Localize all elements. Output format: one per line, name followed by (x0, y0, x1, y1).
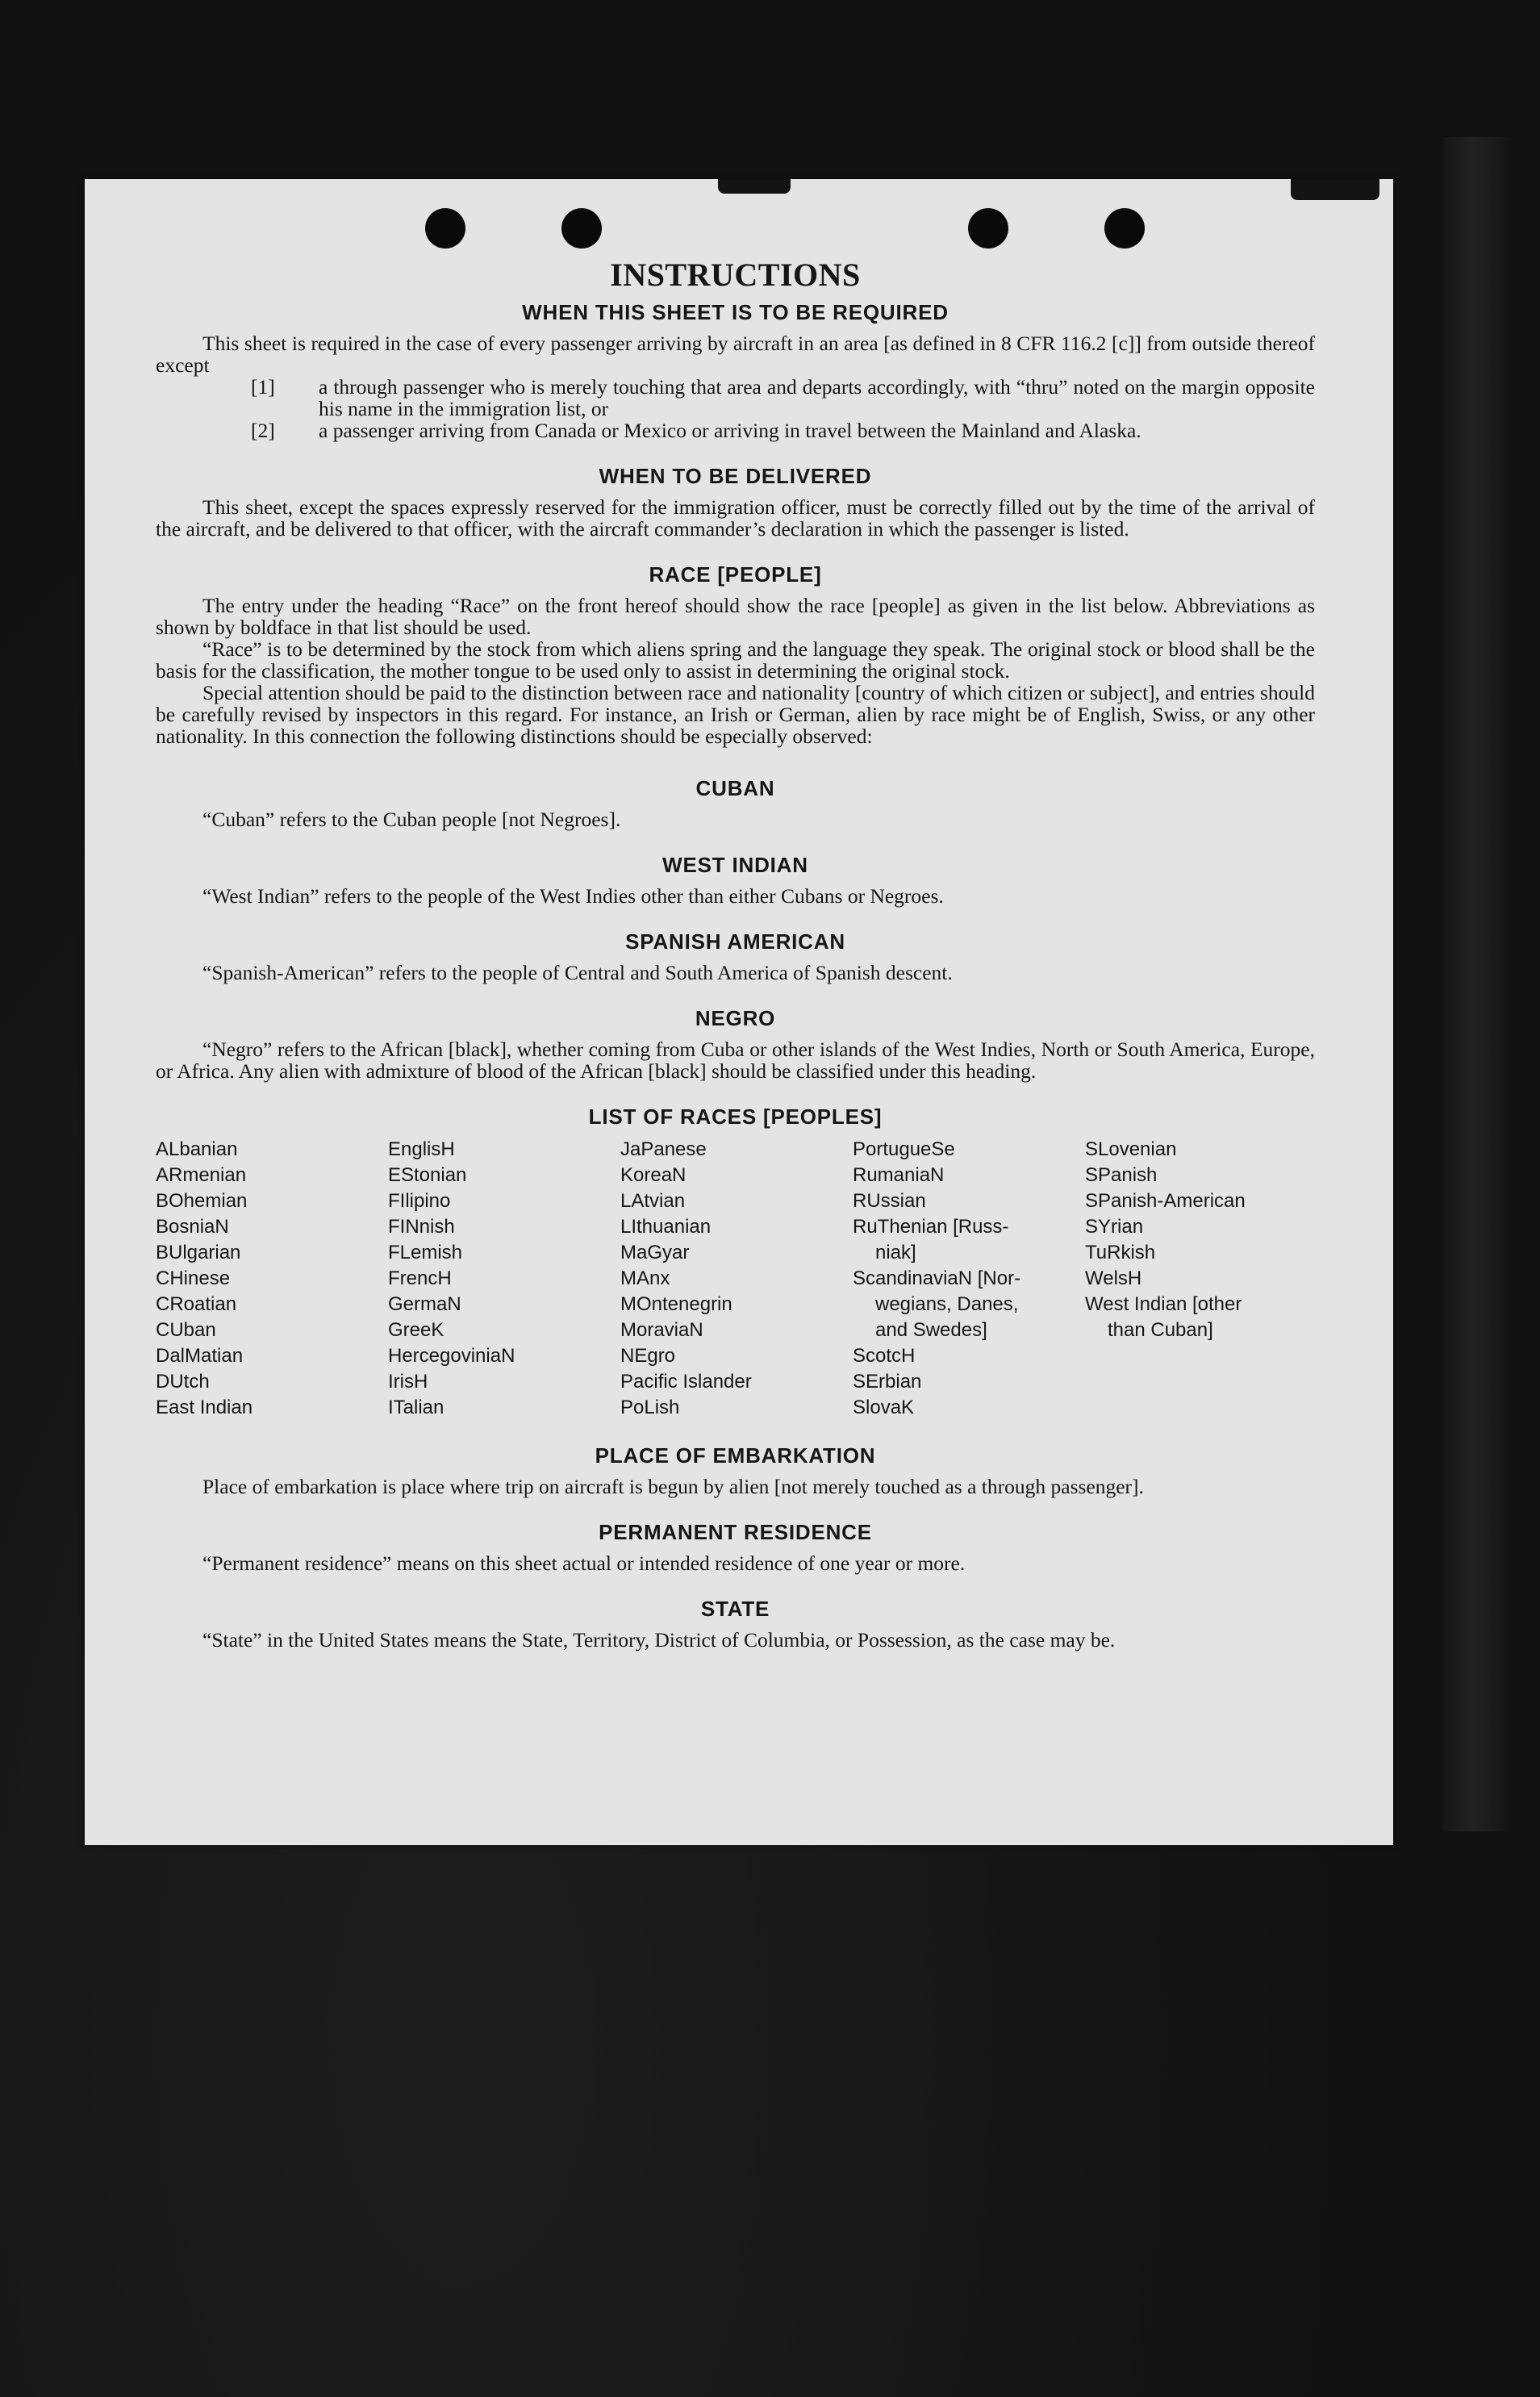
paper-tear (718, 179, 791, 194)
race-name: PortugueSe (853, 1138, 955, 1160)
race-name: LIthuanian (620, 1216, 712, 1238)
race-name-continuation: wegians, Danes, (875, 1293, 1019, 1315)
list-item-text: a through passenger who is merely touching that area and departs accordingly, with “thru” noted on the margin opposite his name in the immigration list, or (319, 375, 1315, 420)
race-list (156, 1137, 1315, 1421)
race-entry (388, 1318, 620, 1343)
section-heading: WHEN TO BE DELIVERED (599, 464, 872, 488)
race-entry (620, 1318, 853, 1343)
paper-tear (1291, 179, 1379, 200)
race-name: SlovaK (853, 1397, 915, 1418)
race-entry (388, 1266, 620, 1292)
race-entry (620, 1369, 853, 1395)
race-name: BosniaN (156, 1216, 229, 1238)
section-paragraph: “Spanish-American” refers to the people of Central and South America of Spanish descent. (202, 961, 953, 984)
race-name: FINnish (388, 1216, 455, 1238)
race-entry (156, 1369, 388, 1395)
race-entry (1085, 1137, 1317, 1163)
race-column (620, 1137, 853, 1421)
race-entry (156, 1188, 388, 1214)
race-entry (388, 1163, 620, 1188)
race-entry (388, 1188, 620, 1214)
race-entry (620, 1214, 853, 1240)
race-name: MaGyar (620, 1242, 690, 1263)
race-name: IrisH (388, 1371, 428, 1393)
race-name: FLemish (388, 1242, 463, 1263)
race-name: SErbian (853, 1371, 922, 1393)
race-name: MOntenegrin (620, 1293, 732, 1315)
section-heading: LIST OF RACES [PEOPLES] (588, 1105, 883, 1129)
race-entry (853, 1395, 1085, 1421)
race-name: LAtvian (620, 1190, 686, 1212)
race-name: MAnx (620, 1267, 670, 1289)
race-name: RumaniaN (853, 1164, 945, 1186)
list-item-number: [2] (251, 419, 275, 442)
race-entry (620, 1343, 853, 1369)
race-name: BOhemian (156, 1190, 248, 1212)
race-entry (853, 1266, 1085, 1343)
section-paragraph: This sheet, except the spaces expressly reserved for the immigration officer, must be correctly filled out by the time of the arrival of the aircraft, and be delivered to that officer, with the aircraft commander’s declaration in which the passenger is listed. (156, 495, 1315, 541)
race-name: MoraviaN (620, 1319, 703, 1341)
race-name-continuation: niak] (875, 1242, 916, 1263)
race-entry (156, 1266, 388, 1292)
race-entry (156, 1214, 388, 1240)
race-entry (620, 1188, 853, 1214)
scanner-edge (1443, 137, 1516, 1831)
race-name: SYrian (1085, 1216, 1144, 1238)
section-paragraph: The entry under the heading “Race” on the front hereof should show the race [people] as given in the list below. Abbreviations as shown by boldface in that list should be used. (156, 594, 1315, 639)
document-body (156, 257, 1315, 1651)
section-paragraph: This sheet is required in the case of every passenger arriving by aircraft in an area [as defined in 8 CFR 116.2 [c]] from outside thereof except (156, 332, 1315, 377)
race-entry (1085, 1188, 1317, 1214)
race-entry (853, 1214, 1085, 1266)
race-entry (853, 1343, 1085, 1369)
race-entry (156, 1240, 388, 1266)
race-name: Pacific Islander (620, 1371, 752, 1393)
race-name: FrencH (388, 1267, 452, 1289)
list-item-number: [1] (251, 375, 275, 399)
race-entry (388, 1395, 620, 1421)
race-entry (156, 1137, 388, 1163)
race-entry (853, 1188, 1085, 1214)
list-item (251, 420, 1315, 441)
race-entry (620, 1266, 853, 1292)
race-name: JaPanese (620, 1138, 707, 1160)
section-paragraph: Special attention should be paid to the distinction between race and nationality [country of which citizen or subject], and entries should be carefully revised by inspectors in this regard. For instance, an Irish or German, alien by race might be of English, Swiss, or any other nationality. In this connection the following distinctions should be especially observed: (156, 681, 1315, 748)
section-heading: STATE (700, 1597, 770, 1621)
race-entry (388, 1369, 620, 1395)
section-heading: NEGRO (695, 1006, 776, 1030)
race-name-continuation: than Cuban] (1108, 1319, 1213, 1341)
race-entry (156, 1395, 388, 1421)
section-paragraph: “Negro” refers to the African [black], whether coming from Cuba or other islands of the West Indies, North or South America, Europe, or Africa. Any alien with admixture of blood of the African [black] should be classified under this heading. (156, 1038, 1315, 1083)
race-name: RUssian (853, 1190, 926, 1212)
race-name: ITalian (388, 1397, 444, 1418)
race-name: ScotcH (853, 1345, 916, 1367)
race-name: SPanish (1085, 1164, 1158, 1186)
race-name: ALbanian (156, 1138, 238, 1160)
race-entry (1085, 1240, 1317, 1266)
race-entry (620, 1240, 853, 1266)
race-entry (156, 1318, 388, 1343)
punch-hole (968, 208, 1008, 248)
race-name: GermaN (388, 1293, 461, 1315)
section-heading: WHEN THIS SHEET IS TO BE REQUIRED (522, 300, 949, 324)
race-entry (620, 1292, 853, 1318)
race-column (388, 1137, 620, 1421)
race-entry (156, 1343, 388, 1369)
race-entry (853, 1137, 1085, 1163)
race-entry (620, 1137, 853, 1163)
list-item-text: a passenger arriving from Canada or Mexico or arriving in travel between the Mainland and Alaska. (319, 419, 1141, 442)
race-entry (853, 1163, 1085, 1188)
race-name: EStonian (388, 1164, 467, 1186)
race-name: TuRkish (1085, 1242, 1156, 1263)
section-heading: RACE [PEOPLE] (649, 562, 822, 587)
race-name: SLovenian (1085, 1138, 1177, 1160)
race-name: EnglisH (388, 1138, 455, 1160)
race-name: SPanish-American (1085, 1190, 1246, 1212)
race-name: PoLish (620, 1397, 680, 1418)
race-entry (1085, 1266, 1317, 1292)
race-name: CRoatian (156, 1293, 237, 1315)
document-title: INSTRUCTIONS (610, 257, 861, 293)
section-heading: WEST INDIAN (662, 853, 808, 877)
race-entry (388, 1137, 620, 1163)
section-paragraph: “West Indian” refers to the people of the West Indies other than either Cubans or Negroes. (202, 884, 944, 908)
race-name: East Indian (156, 1397, 253, 1418)
race-entry (1085, 1214, 1317, 1240)
punch-hole (425, 208, 465, 248)
race-name: BUlgarian (156, 1242, 241, 1263)
race-entry (388, 1343, 620, 1369)
race-entry (156, 1292, 388, 1318)
race-entry (1085, 1163, 1317, 1188)
race-name: KoreaN (620, 1164, 687, 1186)
race-entry (620, 1395, 853, 1421)
section-paragraph: Place of embarkation is place where trip on aircraft is begun by alien [not merely touched as a through passenger]. (202, 1475, 1144, 1498)
race-name: CUban (156, 1319, 216, 1341)
section-heading: PERMANENT RESIDENCE (599, 1520, 872, 1544)
race-entry (853, 1369, 1085, 1395)
list-item (251, 376, 1315, 420)
section-heading: CUBAN (695, 776, 775, 800)
race-name: West Indian [other (1085, 1293, 1242, 1315)
section-paragraph: “Race” is to be determined by the stock from which aliens spring and the language they speak. The original stock or blood shall be the basis for the classification, the mother tongue to be used only to assist in determining the original stock. (156, 637, 1315, 683)
race-column (853, 1137, 1085, 1421)
race-entry (388, 1292, 620, 1318)
punch-hole (561, 208, 602, 248)
race-name: DalMatian (156, 1345, 244, 1367)
race-name: FIlipino (388, 1190, 451, 1212)
race-name: DUtch (156, 1371, 210, 1393)
race-name: ARmenian (156, 1164, 247, 1186)
race-column (156, 1137, 388, 1421)
race-name: GreeK (388, 1319, 444, 1341)
punch-hole (1104, 208, 1145, 248)
section-paragraph: “Cuban” refers to the Cuban people [not Negroes]. (202, 808, 621, 831)
race-entry (620, 1163, 853, 1188)
race-entry (156, 1163, 388, 1188)
section-heading: PLACE OF EMBARKATION (595, 1443, 876, 1468)
race-entry (1085, 1292, 1317, 1343)
section-paragraph: “Permanent residence” means on this sheet actual or intended residence of one year or more. (202, 1551, 966, 1575)
race-name-continuation: and Swedes] (875, 1319, 987, 1341)
race-name: ScandinaviaN [Nor- (853, 1267, 1021, 1289)
race-name: RuThenian [Russ- (853, 1216, 1009, 1238)
race-name: NEgro (620, 1345, 676, 1367)
race-name: HercegoviniaN (388, 1345, 515, 1367)
section-paragraph: “State” in the United States means the State, Territory, District of Columbia, or Possession, as the case may be. (202, 1628, 1116, 1652)
race-name: WelsH (1085, 1267, 1142, 1289)
race-column (1085, 1137, 1317, 1421)
race-name: CHinese (156, 1267, 231, 1289)
race-entry (388, 1214, 620, 1240)
section-heading: SPANISH AMERICAN (625, 929, 845, 954)
race-entry (388, 1240, 620, 1266)
